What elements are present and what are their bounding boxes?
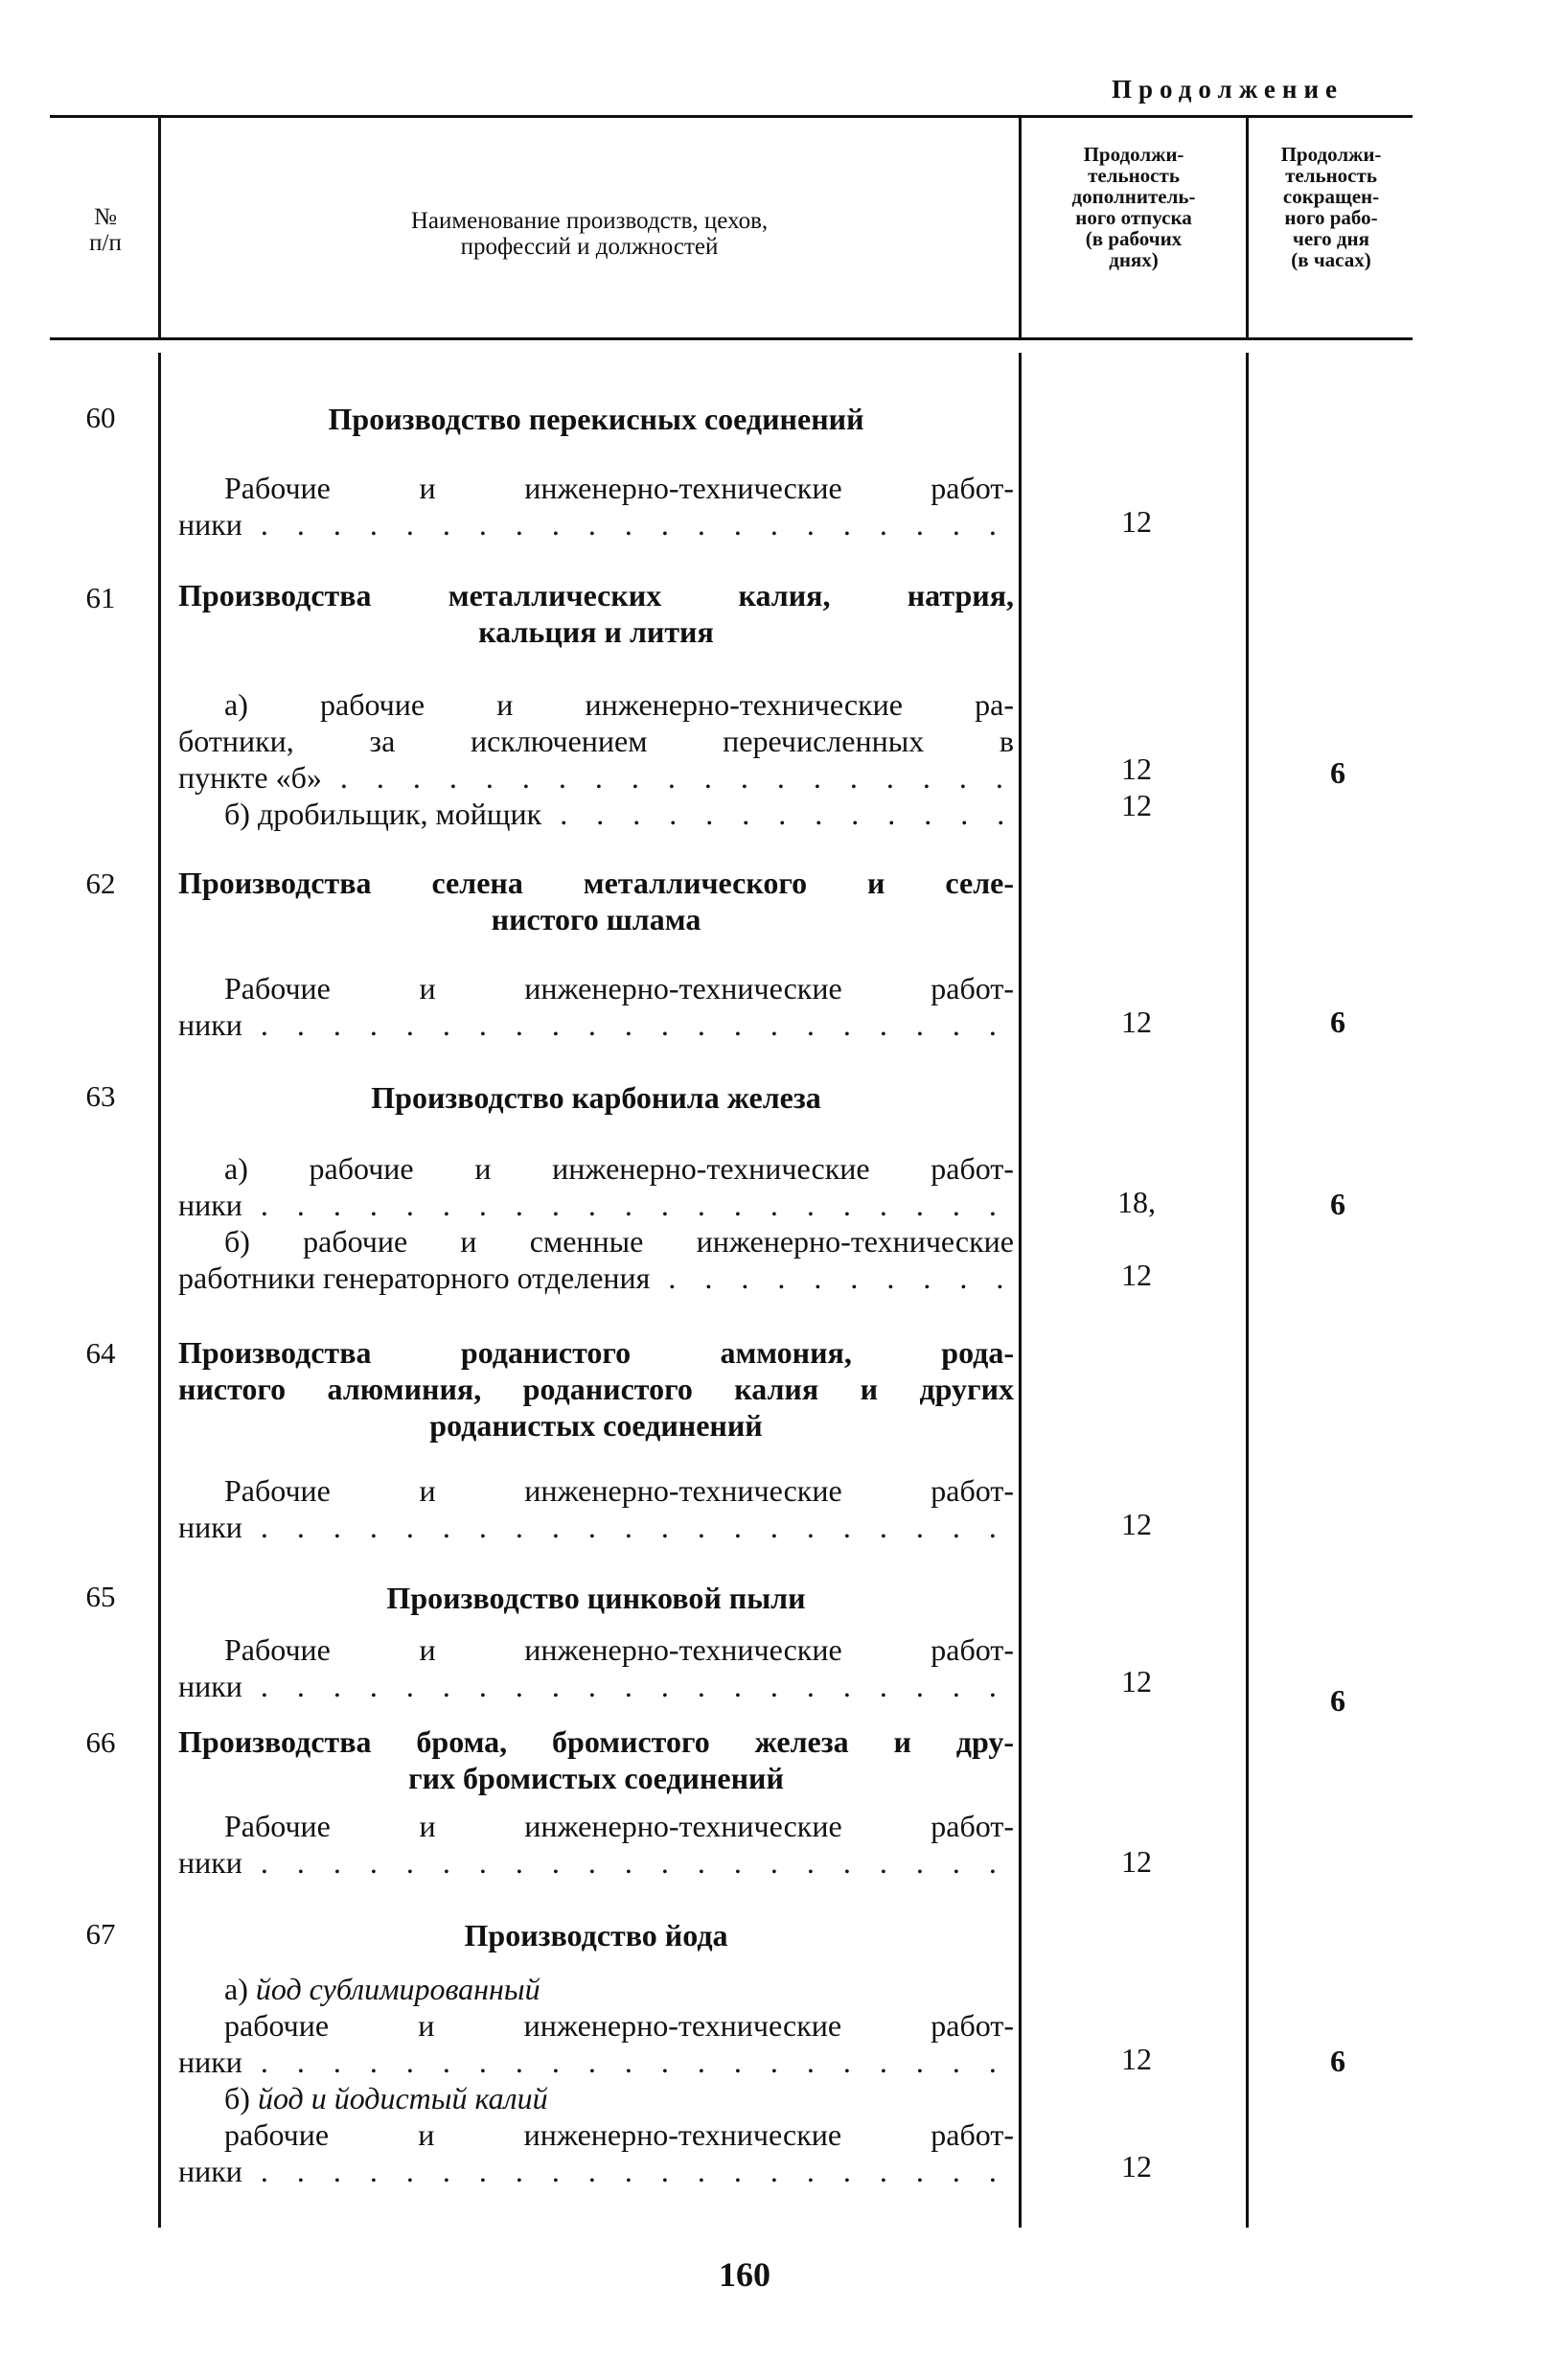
row-number: 65 — [85, 1580, 116, 1613]
row-number: 66 — [85, 1725, 116, 1759]
description-line: а) рабочие и инженерно-технические ра- — [224, 687, 1014, 722]
continued-label: Продолжение — [1112, 75, 1344, 104]
production-title — [178, 577, 1014, 650]
leave-days: 12 — [1121, 1664, 1152, 1698]
leave-days: 12 — [1121, 788, 1152, 822]
short-day-hours: 6 — [1330, 1187, 1345, 1221]
description-line: Рабочие и инженерно-технические работ- — [224, 971, 1014, 1005]
leave-days: 12 — [1121, 1005, 1152, 1039]
title-line: кальция и лития — [478, 614, 714, 649]
short-day-hours: 6 — [1330, 2044, 1345, 2078]
description-line: Рабочие и инженерно-технические работ- — [224, 1632, 1014, 1667]
description-line: ботники, за исключением перечисленных в — [178, 724, 1014, 758]
description-line-dotted: б) дробильщик, мойщик . . . — [178, 796, 1014, 832]
row-number: 64 — [85, 1336, 116, 1370]
description-line: рабочие и инженерно-технические работ- — [224, 2008, 1014, 2043]
description-line: рабочие и инженерно-технические работ- — [224, 2117, 1014, 2152]
short-day-hours: 6 — [1330, 1683, 1345, 1718]
row-description — [178, 970, 1014, 1043]
row-number: 63 — [85, 1079, 116, 1113]
production-title: Производство йода — [464, 1918, 728, 1953]
leave-days: 12 — [1121, 1507, 1152, 1541]
leave-days: 12 — [1121, 751, 1152, 786]
production-title: Производство перекисных соединений — [328, 402, 864, 436]
subsection-heading — [178, 2080, 1014, 2116]
row-description — [178, 1150, 1014, 1296]
production-title — [178, 865, 1014, 937]
production-title — [178, 1723, 1014, 1796]
leave-days: 12 — [1121, 1844, 1152, 1879]
subsection-title: йод сублимированный — [255, 1972, 540, 2006]
description-line: б) рабочие и сменные инженерно-технические — [224, 1224, 1014, 1259]
leave-days: 12 — [1121, 2042, 1152, 2076]
description-line-dotted: ники . . . — [178, 1187, 1014, 1223]
description-line: а) рабочие и инженерно-технические работ- — [224, 1151, 1014, 1186]
header-name: Наименование производств, цехов, профессий и должностей — [410, 208, 769, 260]
row-description — [178, 1971, 1014, 2189]
row-description — [178, 1808, 1014, 1881]
description-line: Рабочие и инженерно-технические работ- — [224, 471, 1014, 505]
column-divider-3 — [1246, 115, 1249, 340]
row-number: 61 — [85, 581, 116, 614]
header-bottom-rule — [50, 337, 1413, 340]
leave-days: 12 — [1121, 2149, 1152, 2184]
row-number: 60 — [85, 401, 116, 434]
description-line-dotted: ники . . . — [178, 1006, 1014, 1043]
description-line-dotted: работники генераторного отделения . . . — [178, 1259, 1014, 1296]
title-line: нистого алюминия, роданистого калия и других — [178, 1372, 1014, 1406]
column-divider-3-body — [1246, 353, 1249, 2228]
title-line: нистого шлама — [491, 902, 701, 936]
title-line: Производства роданистого аммония, рода- — [178, 1335, 1014, 1370]
leave-days: 12 — [1121, 1258, 1152, 1292]
header-extra-leave: Продолжи- тельность дополнитель- ного отпуска (в рабочих днях) — [1071, 143, 1196, 272]
title-line: Производства брома, бромистого железа и дру- — [178, 1724, 1014, 1759]
subsection-title: йод и йодистый калий — [257, 2081, 548, 2115]
production-title: Производство карбонила железа — [371, 1080, 821, 1115]
row-number: 67 — [85, 1917, 116, 1951]
description-line: Рабочие и инженерно-технические работ- — [224, 1809, 1014, 1843]
leave-days: 18, — [1117, 1185, 1156, 1219]
description-line-dotted: ники . . . — [178, 2153, 1014, 2189]
title-line: Производства селена металлического и селе- — [178, 866, 1014, 900]
description-line: Рабочие и инженерно-технические работ- — [224, 1473, 1014, 1508]
description-line-dotted: ники . . . — [178, 2044, 1014, 2080]
page-number: 160 — [719, 2255, 770, 2294]
row-description — [178, 470, 1014, 543]
column-divider-2-body — [1019, 353, 1022, 2228]
description-line-dotted: ники . . . — [178, 1668, 1014, 1704]
row-description — [178, 1631, 1014, 1704]
column-divider-1-body — [158, 353, 161, 2228]
description-line-dotted: ники . . . — [178, 1844, 1014, 1881]
description-line-dotted: ники . . . — [178, 506, 1014, 543]
row-description — [178, 1472, 1014, 1545]
description-line-dotted: ники . . . — [178, 1509, 1014, 1545]
column-divider-2 — [1019, 115, 1022, 340]
subsection-label: а) — [224, 1972, 248, 2006]
title-line: гих бромистых соединений — [408, 1761, 784, 1795]
title-line: роданистых соединений — [429, 1408, 763, 1443]
production-title: Производство цинковой пыли — [386, 1581, 806, 1615]
header-short-day: Продолжи- тельность сокращен- ного рабо- чего дня (в часах) — [1280, 143, 1382, 272]
title-line: Производства металлических калия, натрия, — [178, 578, 1014, 612]
short-day-hours: 6 — [1330, 1005, 1345, 1039]
header-number: № п/п — [89, 204, 122, 256]
production-title — [178, 1334, 1014, 1444]
row-number: 62 — [85, 867, 116, 900]
row-description — [178, 686, 1014, 832]
subsection-label: б) — [224, 2081, 250, 2115]
leave-days: 12 — [1121, 504, 1152, 539]
short-day-hours: 6 — [1330, 755, 1345, 790]
column-divider-1 — [158, 115, 161, 340]
description-line-dotted: пункте «б» . . . — [178, 759, 1014, 796]
subsection-heading — [178, 1971, 1014, 2007]
table-top-rule — [50, 115, 1413, 118]
